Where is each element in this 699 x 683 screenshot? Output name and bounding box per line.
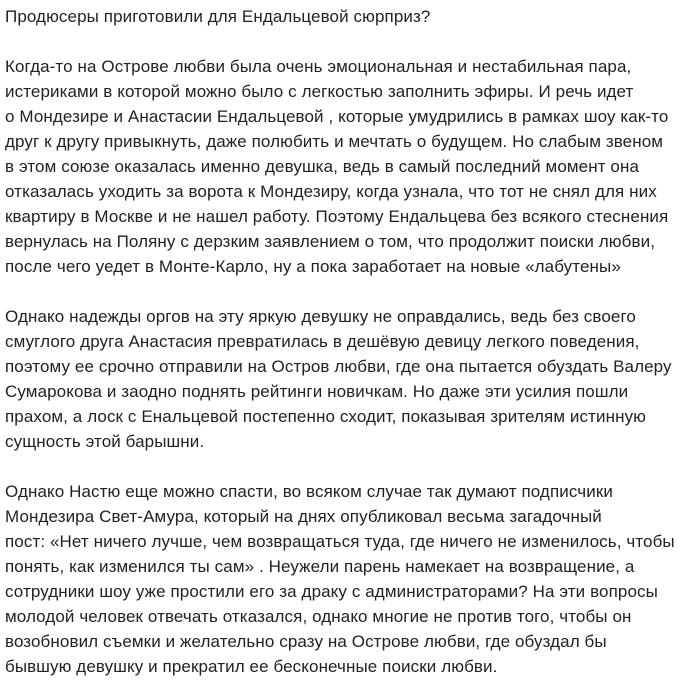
text-line: о Мондезире и Анастасии Ендальцевой , которые умудрились в рамках шоу как-то xyxy=(5,107,669,126)
text-line: Однако Настю еще можно спасти, во всяком случае так думают подписчики xyxy=(5,482,613,501)
text-line: Мондезира Свет-Амура, который на днях опубликовал весьма загадочный xyxy=(5,507,602,526)
text-line: Когда-то на Острове любви была очень эмоциональная и нестабильная пара, xyxy=(5,57,632,76)
text-line: прахом, а лоск с Енальцевой постепенно сходит, показывая зрителям истинную xyxy=(5,407,647,426)
text-line: смуглого друга Анастасия превратилась в дешёвую девицу легкого поведения, xyxy=(5,332,640,351)
text-line: молодой человек отвечать отказался, однако многие не против того, чтобы он xyxy=(5,607,632,626)
paragraph-1 xyxy=(5,54,699,279)
text-line: Однако надежды оргов на эту яркую девушку не оправдались, ведь без своего xyxy=(5,307,636,326)
text-line: отказалась уходить за ворота к Мондезиру, когда узнала, что тот не снял для них xyxy=(5,182,657,201)
text-line: возобновил съемки и желательно сразу на Острове любви, где обуздал бы xyxy=(5,632,607,651)
text-line: Сумарокова и заодно поднять рейтинги новичкам. Но даже эти усилия пошли xyxy=(5,382,629,401)
paragraph-3 xyxy=(5,479,699,679)
text-line: сущность этой барышни. xyxy=(5,432,205,451)
text-line: квартиру в Москве и не нашел работу. Поэтому Ендальцева без всякого стеснения xyxy=(5,207,669,226)
text-line: в этом союзе оказалась именно девушка, ведь в самый последний момент она xyxy=(5,157,640,176)
text-line: понять, как изменился ты сам» . Неужели парень намекает на возвращение, а xyxy=(5,557,635,576)
text-line: пост: «Нет ничего лучше, чем возвращаться туда, где ничего не изменилось, чтобы xyxy=(5,532,675,551)
text-line: друг к другу привыкнуть, даже полюбить и мечтать о будущем. Но слабым звеном xyxy=(5,132,664,151)
text-line: вернулась на Поляну с дерзким заявлением о том, что продолжит поиски любви, xyxy=(5,232,656,251)
text-line: истериками в которой можно было с легкостью заполнить эфиры. И речь идет xyxy=(5,82,634,101)
text-line: сотрудники шоу уже простили его за драку с администраторами? На эти вопросы xyxy=(5,582,658,601)
text-line: после чего уедет в Монте-Карло, ну а пока заработает на новые «лабутены» xyxy=(5,257,621,276)
text-line: бывшую девушку и прекратил ее бесконечные поиски любви. xyxy=(5,657,498,676)
paragraph-2 xyxy=(5,304,699,454)
article-title: Продюсеры приготовили для Ендальцевой сюрприз? xyxy=(5,7,431,26)
text-line: поэтому ее срочно отправили на Остров любви, где она пытается обуздать Валеру xyxy=(5,357,672,376)
